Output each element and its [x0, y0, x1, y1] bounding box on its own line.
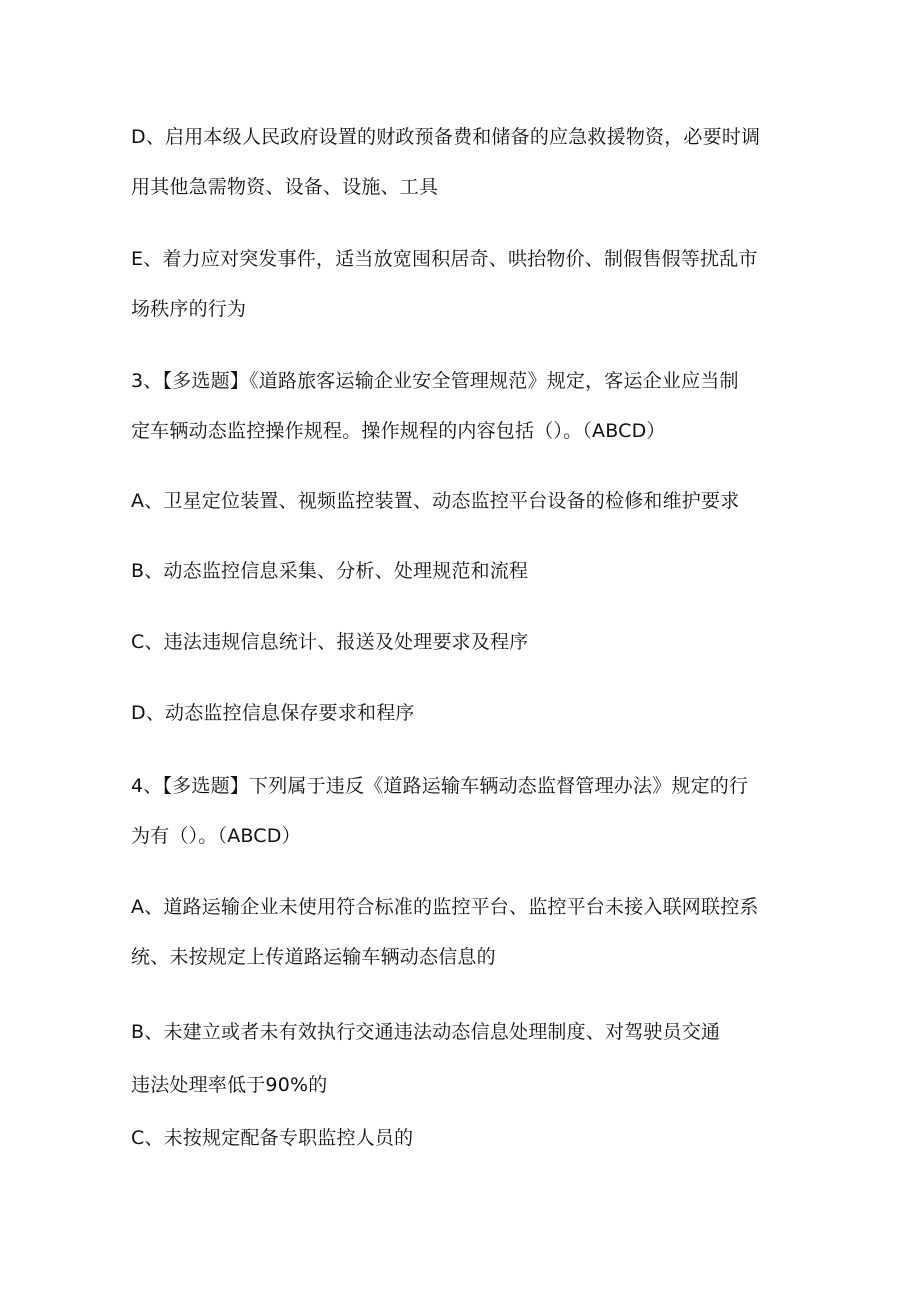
option-d-line-1: D、启用本级人民政府设置的财政预备费和储备的应急救援物资，必要时调: [131, 126, 761, 148]
option-e-line-1: E、着力应对突发事件，适当放宽囤积居奇、哄抬物价、制假售假等扰乱市: [131, 248, 758, 270]
question-4-line-2: 为有（）。（ABCD）: [131, 825, 301, 847]
q4-option-c: C、未按规定配备专职监控人员的: [131, 1127, 414, 1149]
q3-option-a: A、卫星定位装置、视频监控装置、动态监控平台设备的检修和维护要求: [131, 490, 740, 512]
q3-option-b: B、动态监控信息采集、分析、处理规范和流程: [131, 560, 529, 582]
q4-option-b-line-1: B、未建立或者未有效执行交通违法动态信息处理制度、对驾驶员交通: [131, 1021, 721, 1043]
question-3-line-1: 3、【多选题】《道路旅客运输企业安全管理规范》规定，客运企业应当制: [131, 370, 739, 392]
q4-option-a-line-2: 统、未按规定上传道路运输车辆动态信息的: [131, 946, 496, 968]
q3-option-c: C、违法违规信息统计、报送及处理要求及程序: [131, 631, 529, 653]
q4-option-b-line-2: 违法处理率低于90%的: [131, 1074, 328, 1096]
question-3-line-2: 定车辆动态监控操作规程。操作规程的内容包括（）。（ABCD）: [131, 420, 666, 442]
q3-option-d: D、动态监控信息保存要求和程序: [131, 702, 415, 724]
q4-option-a-line-1: A、道路运输企业未使用符合标准的监控平台、监控平台未接入联网联控系: [131, 896, 759, 918]
question-4-line-1: 4、【多选题】下列属于违反《道路运输车辆动态监督管理办法》规定的行: [131, 775, 749, 797]
option-e-line-2: 场秩序的行为: [131, 298, 247, 320]
option-d-line-2: 用其他急需物资、设备、设施、工具: [131, 176, 439, 198]
